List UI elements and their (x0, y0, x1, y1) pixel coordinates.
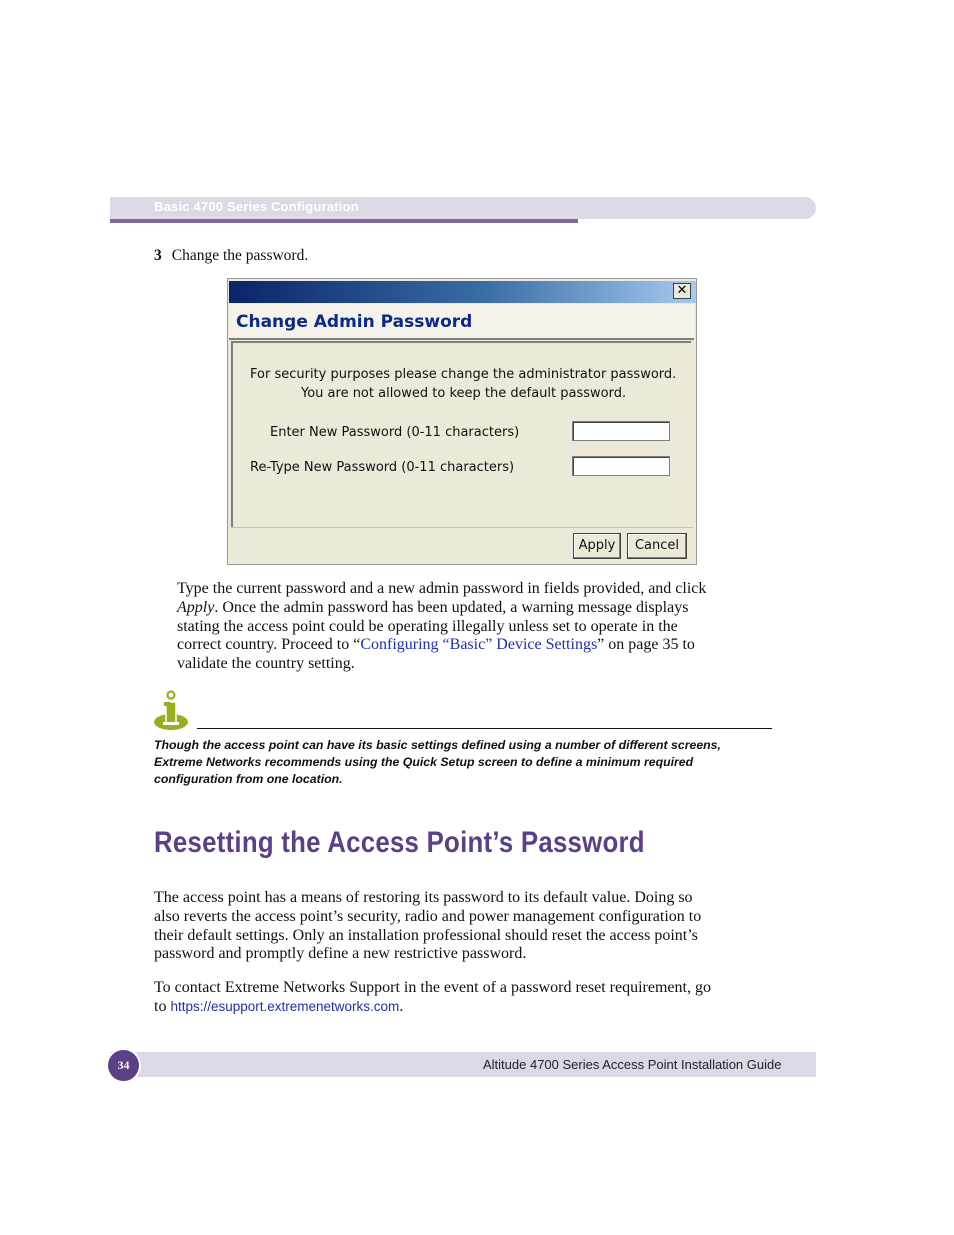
support-url-link[interactable]: https://esupport.extremenetworks.com (170, 998, 400, 1014)
reset-paragraph (154, 889, 784, 964)
apply-button[interactable]: Apply (573, 533, 621, 559)
info-icon (152, 690, 190, 732)
new-password-input[interactable] (572, 421, 670, 441)
step-text: Change the password. (171, 247, 309, 264)
para-line (177, 580, 787, 599)
footer-guide-title: Altitude 4700 Series Access Point Installation Guide (483, 1057, 782, 1072)
para-line (177, 655, 787, 674)
note-line: configuration from one location. (154, 772, 343, 786)
para-text: to (154, 997, 171, 1015)
page-number: 34 (108, 1050, 139, 1081)
header-rule (110, 219, 578, 223)
note-line: Though the access point can have its basic settings defined using a number of different screens, (154, 738, 721, 752)
para-text: Type the current password and a new admin password in fields provided, and click (177, 580, 707, 597)
dialog-titlebar (229, 281, 696, 303)
para-text: validate the country setting. (177, 655, 355, 673)
note-rule (197, 728, 772, 729)
step-3 (154, 247, 308, 265)
para-line: also reverts the access point’s security, radio and power management configuration to (154, 907, 702, 925)
instruction-paragraph (177, 580, 787, 674)
note-line: Extreme Networks recommends using the Quick Setup screen to define a minimum required (154, 755, 694, 769)
para-line: their default settings. Only an installation professional should reset the access point’s (154, 926, 698, 944)
para-text: correct country. Proceed to “ (177, 636, 361, 654)
cancel-button[interactable]: Cancel (627, 533, 687, 559)
para-line (154, 998, 784, 1017)
note-text (154, 737, 774, 788)
dialog-title: Change Admin Password (236, 312, 473, 332)
new-password-label: Enter New Password (0-11 characters) (270, 425, 520, 440)
header-section-title: Basic 4700 Series Configuration (154, 199, 359, 214)
dialog-message-line1: For security purposes please change the administrator password. (250, 367, 677, 382)
step-number: 3 (154, 247, 162, 264)
para-line: password and promptly define a new restrictive password. (154, 945, 527, 963)
support-paragraph (154, 979, 784, 1017)
dialog-message-line2: You are not allowed to keep the default password. (301, 386, 627, 401)
para-text: ” on page 35 to (597, 636, 695, 654)
para-text: stating the access point could be operating illegally unless set to operate in the (177, 617, 678, 635)
dialog-footer-divider (231, 527, 693, 528)
section-heading: Resetting the Access Point’s Password (154, 826, 645, 859)
apply-emphasis: Apply (177, 598, 215, 616)
para-text: . (399, 997, 404, 1015)
close-icon[interactable]: ✕ (673, 283, 691, 299)
para-line (177, 636, 787, 655)
para-line: The access point has a means of restoring its password to its default value. Doing so (154, 889, 693, 906)
retype-password-label: Re-Type New Password (0-11 characters) (250, 460, 515, 475)
para-line: To contact Extreme Networks Support in the event of a password reset requirement, go (154, 979, 711, 996)
para-text: . Once the admin password has been updated, a warning message displays (214, 598, 689, 616)
configuring-basic-settings-link[interactable]: Configuring “Basic” Device Settings (360, 636, 598, 654)
para-line (177, 599, 787, 618)
para-line (177, 618, 787, 637)
retype-password-input[interactable] (572, 456, 670, 476)
